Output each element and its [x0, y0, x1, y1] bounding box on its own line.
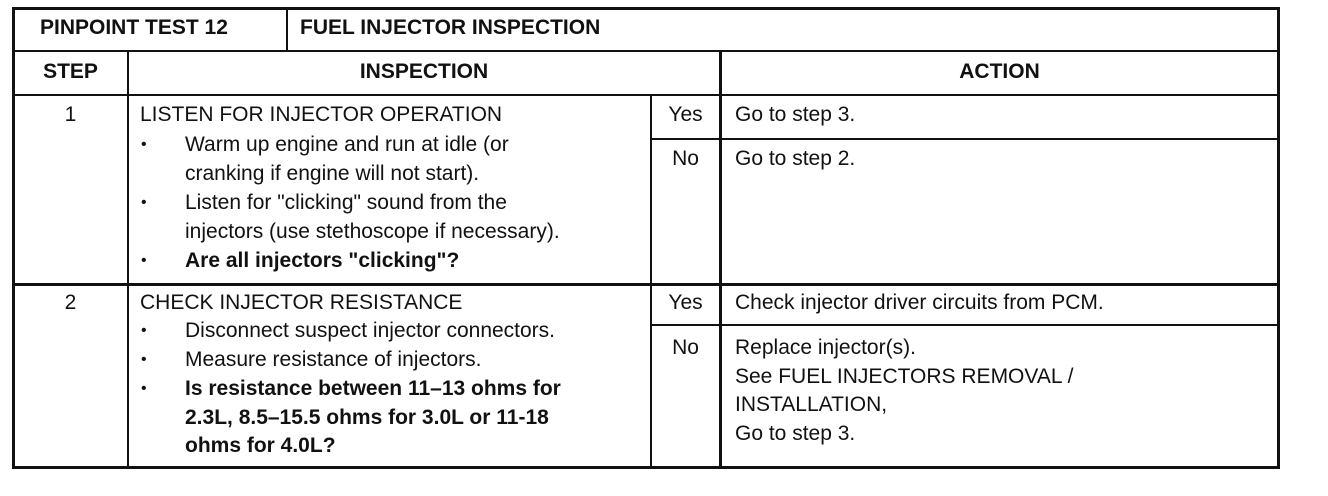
answer-yes: Yes — [668, 103, 703, 126]
step-number: 2 — [64, 291, 77, 314]
step-number: 1 — [64, 103, 77, 126]
bullet-icon: • — [141, 322, 147, 339]
bullet-icon: • — [141, 380, 147, 397]
divider — [650, 324, 1280, 326]
action-text: Replace injector(s). See FUEL INJECTORS REMOVAL / INSTALLATION, Go to step 3. — [735, 336, 1074, 445]
test-label: PINPOINT TEST 12 — [40, 16, 228, 39]
bullet-icon: • — [141, 136, 147, 153]
inspection-bullet: Disconnect suspect injector connectors. — [185, 319, 556, 342]
inspection-bullet: Warm up engine and run at idle (or cranking if engine will not start). — [185, 133, 509, 185]
bullet-icon: • — [141, 252, 147, 269]
divider — [127, 50, 129, 469]
answer-no: No — [672, 147, 699, 170]
test-name: FUEL INJECTOR INSPECTION — [300, 16, 601, 39]
bullet-icon: • — [141, 351, 147, 368]
inspection-question: Is resistance between 11–13 ohms for 2.3L, 8.5–15.5 ohms for 3.0L or 11-18 ohms for 4.0L? — [185, 377, 561, 457]
answer-yes: Yes — [668, 291, 703, 314]
divider — [12, 283, 1280, 286]
inspection-bullet: Listen for "clicking" sound from the injectors (use stethoscope if necessary). — [185, 191, 560, 243]
column-header-inspection: INSPECTION — [359, 60, 489, 83]
inspection-question: Are all injectors "clicking"? — [185, 249, 460, 272]
answer-no: No — [672, 336, 699, 359]
divider — [12, 50, 1280, 52]
divider — [719, 50, 722, 469]
divider — [286, 7, 288, 51]
divider — [650, 138, 1280, 140]
action-text: Go to step 3. — [735, 103, 856, 126]
inspection-bullet: Measure resistance of injectors. — [185, 348, 482, 371]
step-heading: LISTEN FOR INJECTOR OPERATION — [140, 103, 503, 126]
action-text: Check injector driver circuits from PCM. — [735, 291, 1104, 314]
step-heading: CHECK INJECTOR RESISTANCE — [140, 291, 463, 314]
column-header-action: ACTION — [959, 60, 1040, 83]
action-text: Go to step 2. — [735, 147, 856, 170]
bullet-icon: • — [141, 194, 147, 211]
divider — [12, 94, 1280, 96]
column-header-step: STEP — [43, 60, 98, 83]
